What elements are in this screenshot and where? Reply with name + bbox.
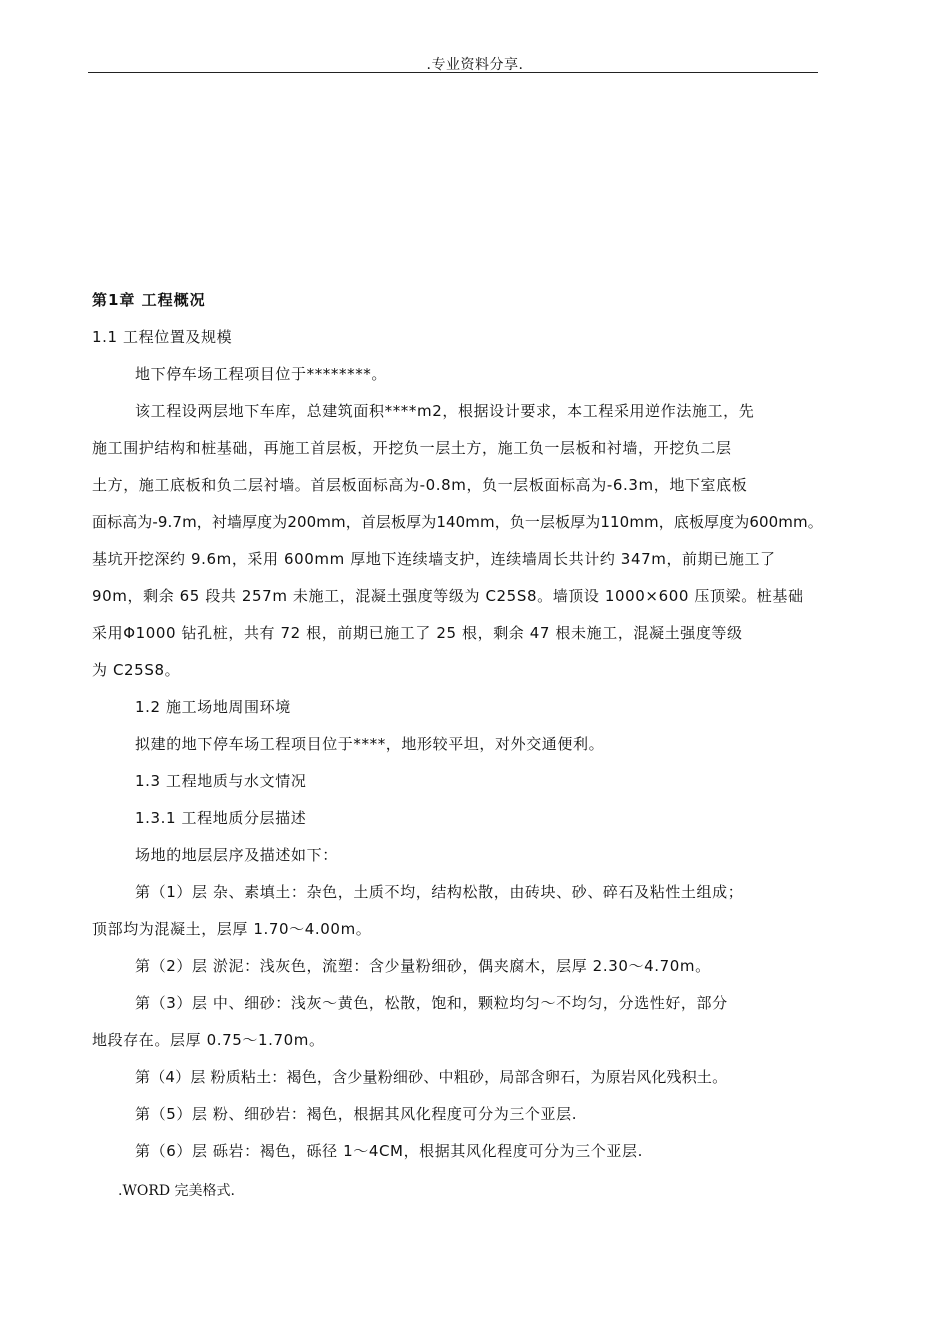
paragraph-line: 面标高为-9.7m，衬墙厚度为200mm，首层板厚为140mm，负一层板厚为110mm，底板厚度为600mm。 — [92, 513, 823, 531]
paragraph-line: 基坑开挖深约 9.6m，采用 600mm 厚地下连续墙支护，连续墙周长共计约 347m，前期已施工了 — [92, 550, 776, 568]
section-1-1-paragraph-1: 地下停车场工程项目位于********。 — [135, 365, 388, 383]
page-header: .专业资料分享. — [426, 57, 524, 73]
strata-intro: 场地的地层层序及描述如下： — [135, 846, 338, 864]
paragraph-line: 顶部均为混凝土，层厚 1.70～4.00m。 — [92, 920, 372, 938]
document-body — [92, 282, 832, 1170]
paragraph-line: 该工程设两层地下车库，总建筑面积****m2，根据设计要求，本工程采用逆作法施工，先 — [135, 402, 755, 420]
header-divider — [88, 72, 818, 73]
section-1-1-paragraph-2 — [92, 393, 832, 689]
strata-layer-5 — [92, 1096, 832, 1133]
section-1-2-paragraph: 拟建的地下停车场工程项目位于****，地形较平坦，对外交通便利。 — [135, 735, 605, 753]
paragraph-line: 土方，施工底板和负二层衬墙。首层板面标高为-0.8m，负一层板面标高为-6.3m，地下室底板 — [92, 476, 748, 494]
paragraph-line: 地段存在。层厚 0.75～1.70m。 — [92, 1031, 325, 1049]
page-footer: .WORD 完美格式. — [118, 1183, 235, 1199]
chapter-title: 第1章 工程概况 — [92, 291, 206, 309]
paragraph-line: 第（2）层 淤泥：浅灰色，流塑：含少量粉细砂，偶夹腐木，层厚 2.30～4.70m。 — [135, 957, 711, 975]
paragraph-line: 第（4）层 粉质粘土：褐色，含少量粉细砂、中粗砂，局部含卵石，为原岩风化残积土。 — [135, 1068, 728, 1086]
paragraph-line: 施工围护结构和桩基础，再施工首层板，开挖负一层土方，施工负一层板和衬墙，开挖负二层 — [92, 439, 732, 457]
paragraph-line: 第（6）层 砾岩：褐色，砾径 1～4CM，根据其风化程度可分为三个亚层. — [135, 1142, 643, 1160]
section-1-1-title: 1.1 工程位置及规模 — [92, 328, 233, 346]
paragraph-line: 第（3）层 中、细砂：浅灰～黄色，松散，饱和，颗粒均匀～不均匀，分选性好，部分 — [135, 994, 728, 1012]
paragraph-line: 90m，剩余 65 段共 257m 未施工，混凝土强度等级为 C25S8。墙顶设 1000×600 压顶梁。桩基础 — [92, 587, 804, 605]
strata-layer-2 — [92, 948, 832, 985]
strata-layer-6 — [92, 1133, 832, 1170]
strata-layer-3 — [92, 985, 832, 1059]
strata-layer-1 — [92, 874, 832, 948]
section-1-3-title: 1.3 工程地质与水文情况 — [135, 772, 307, 790]
paragraph-line: 第（5）层 粉、细砂岩：褐色，根据其风化程度可分为三个亚层. — [135, 1105, 578, 1123]
section-1-3-1-title: 1.3.1 工程地质分层描述 — [135, 809, 307, 827]
strata-layer-4 — [92, 1059, 832, 1096]
paragraph-line: 为 C25S8。 — [92, 661, 181, 679]
paragraph-line: 第（1）层 杂、素填土：杂色，土质不均，结构松散，由砖块、砂、碎石及粘性土组成； — [135, 883, 744, 901]
section-1-2-title: 1.2 施工场地周围环境 — [135, 698, 291, 716]
paragraph-line: 采用Φ1000 钻孔桩，共有 72 根，前期已施工了 25 根，剩余 47 根未施工，混凝土强度等级 — [92, 624, 743, 642]
